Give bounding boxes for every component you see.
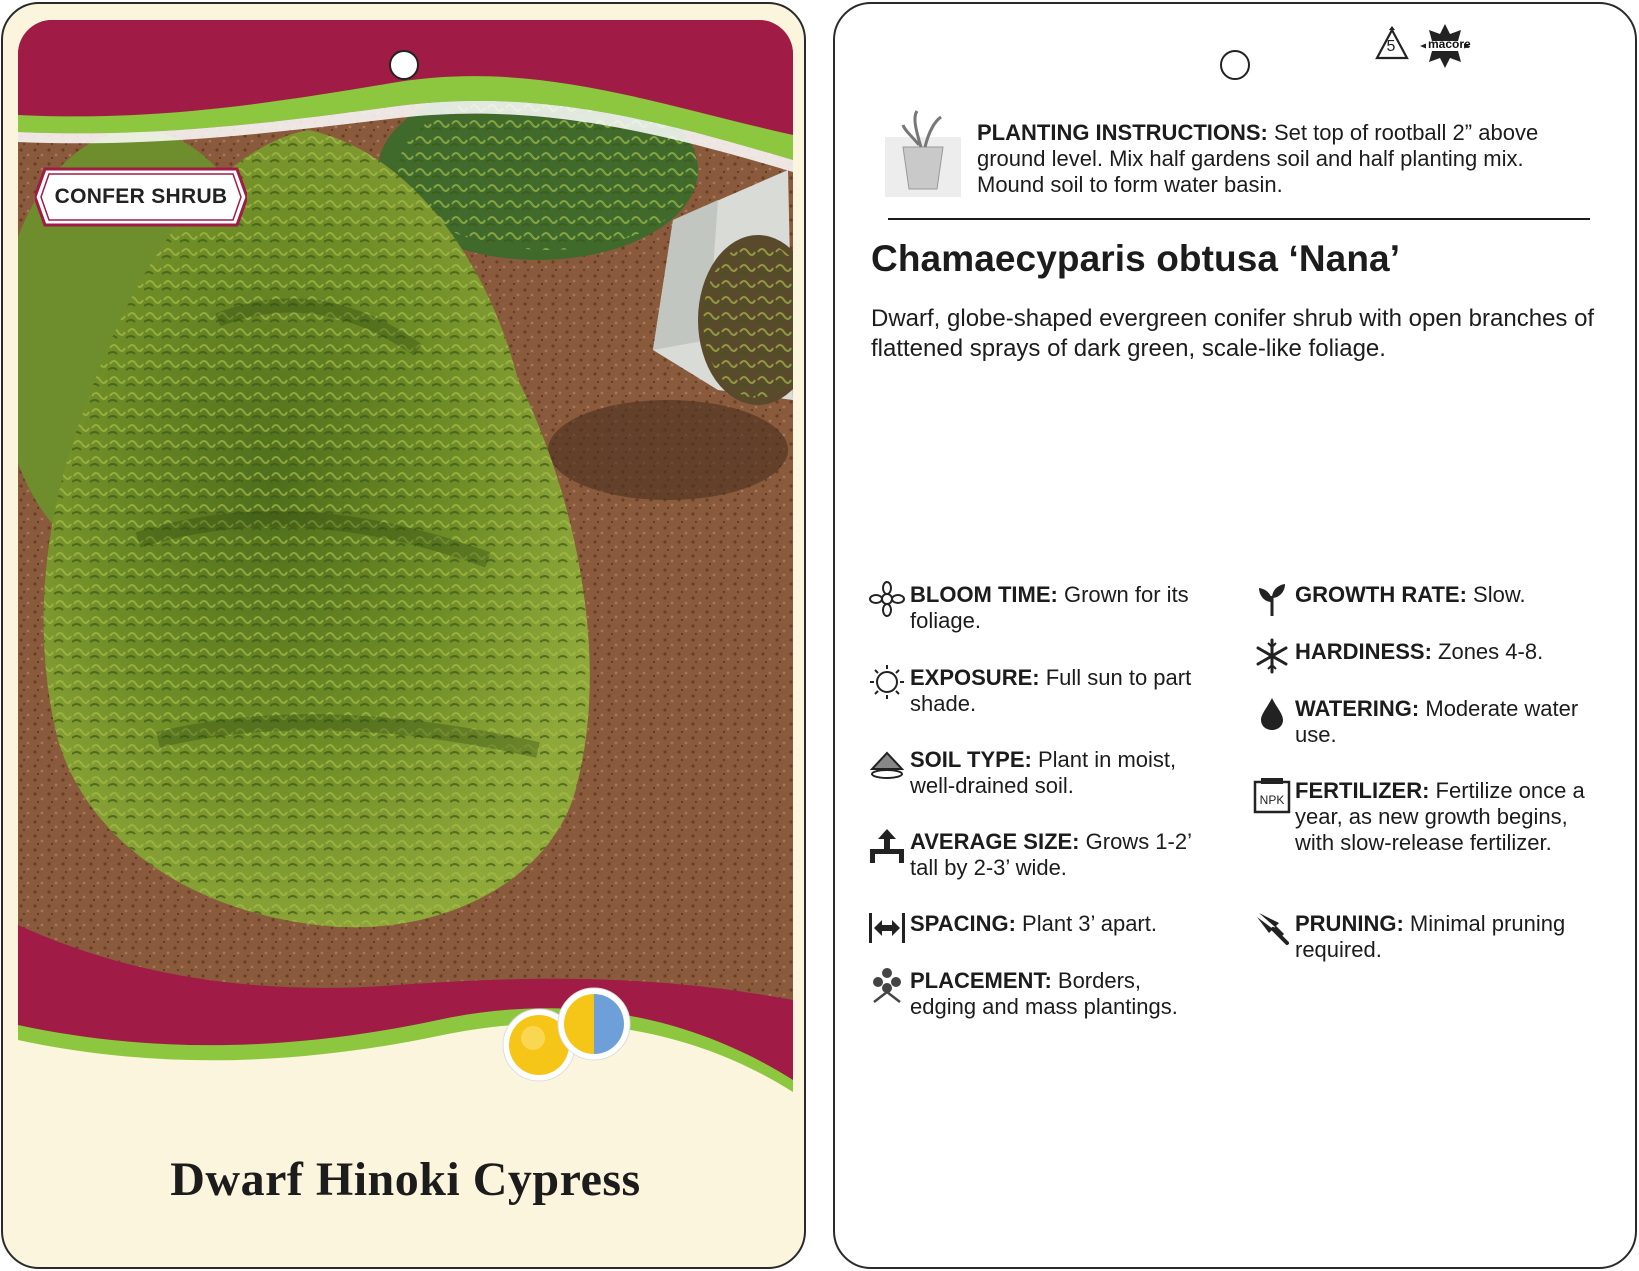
category-badge-label: CONFER SHRUB (54, 185, 228, 208)
part-shade-icon (555, 985, 633, 1063)
spacing-text: Plant 3’ apart. (1015, 911, 1157, 936)
spacing-arrows-icon (868, 909, 906, 947)
brand-name: macore (1428, 37, 1471, 51)
soil-type-label: SOIL TYPE: (910, 747, 1032, 772)
fertilizer-text: Fertilize once a year, as new growth begins, with slow-release fertilizer. (1295, 778, 1585, 855)
bloom-time-label: BLOOM TIME: (910, 582, 1058, 607)
average-size-text: Grows 1-2’ tall by 2-3’ wide. (910, 829, 1192, 880)
plant-tag-front (1, 2, 806, 1269)
height-arrows-icon (868, 827, 906, 865)
care-item-pruning (1253, 911, 1603, 963)
growth-rate-label: GROWTH RATE: (1295, 582, 1467, 607)
fertilizer-label: FERTILIZER: (1295, 778, 1430, 803)
placement-label: PLACEMENT: (910, 968, 1052, 993)
snowflake-icon (1253, 637, 1291, 675)
care-item-bloom-time (868, 582, 1208, 634)
plant-description: Dwarf, globe-shaped evergreen conifer shrub with open branches of flattened sprays of dark green, scale-like foliage. (871, 305, 1595, 362)
watering-label: WATERING: (1295, 696, 1420, 721)
common-name: Dwarf Hinoki Cypress (170, 1153, 641, 1206)
hardiness-label: HARDINESS: (1295, 639, 1432, 664)
flower-icon (868, 580, 906, 618)
svg-text:NPK: NPK (1259, 793, 1285, 807)
placement-flowers-icon (868, 966, 906, 1004)
divider (888, 218, 1590, 220)
exposure-text: Full sun to part shade. (910, 665, 1192, 716)
plant-tag-back (833, 2, 1637, 1269)
growth-rate-text: Slow. (1466, 582, 1526, 607)
water-drop-icon (1253, 694, 1291, 732)
pruning-label: PRUNING: (1295, 911, 1404, 936)
care-item-watering (1253, 696, 1603, 748)
care-item-soil-type (868, 747, 1208, 799)
care-item-growth-rate (1253, 582, 1603, 618)
care-item-exposure (868, 665, 1208, 717)
exposure-label: EXPOSURE: (910, 665, 1040, 690)
potted-plant-icon (885, 107, 961, 197)
hang-hole (389, 50, 419, 80)
recycle-number: 5 (1386, 38, 1396, 55)
planting-label: PLANTING INSTRUCTIONS: (977, 120, 1268, 145)
recycle-logo (1372, 24, 1472, 68)
spacing-label: SPACING: (910, 911, 1016, 936)
planting-text: Set top of rootball 2” above ground level. Mix half gardens soil and half planting mix. Mound soil to form water basin. (977, 120, 1539, 197)
hardiness-text: Zones 4-8. (1431, 639, 1544, 664)
care-item-placement (868, 968, 1208, 1020)
sun-outline-icon (868, 663, 906, 701)
care-item-spacing (868, 911, 1208, 947)
botanical-name: Chamaecyparis obtusa ‘Nana’ (871, 238, 1401, 279)
watering-text: Moderate water use. (1295, 696, 1579, 747)
soil-type-text: Plant in moist, well-drained soil. (910, 747, 1177, 798)
placement-text: Borders, edging and mass plantings. (910, 968, 1178, 1019)
bloom-time-text: Grown for its foliage. (910, 582, 1189, 633)
sprout-icon (1253, 580, 1291, 618)
npk-icon (1253, 776, 1291, 814)
care-item-hardiness (1253, 639, 1603, 675)
average-size-label: AVERAGE SIZE: (910, 829, 1080, 854)
soil-icon (868, 745, 906, 783)
hang-hole (1220, 50, 1250, 80)
pruning-text: Minimal pruning required. (1295, 911, 1566, 962)
care-item-average-size (868, 829, 1208, 881)
care-item-fertilizer (1253, 778, 1603, 856)
category-badge (35, 161, 247, 233)
planting-instructions (977, 120, 1577, 198)
pruners-icon (1253, 909, 1291, 947)
